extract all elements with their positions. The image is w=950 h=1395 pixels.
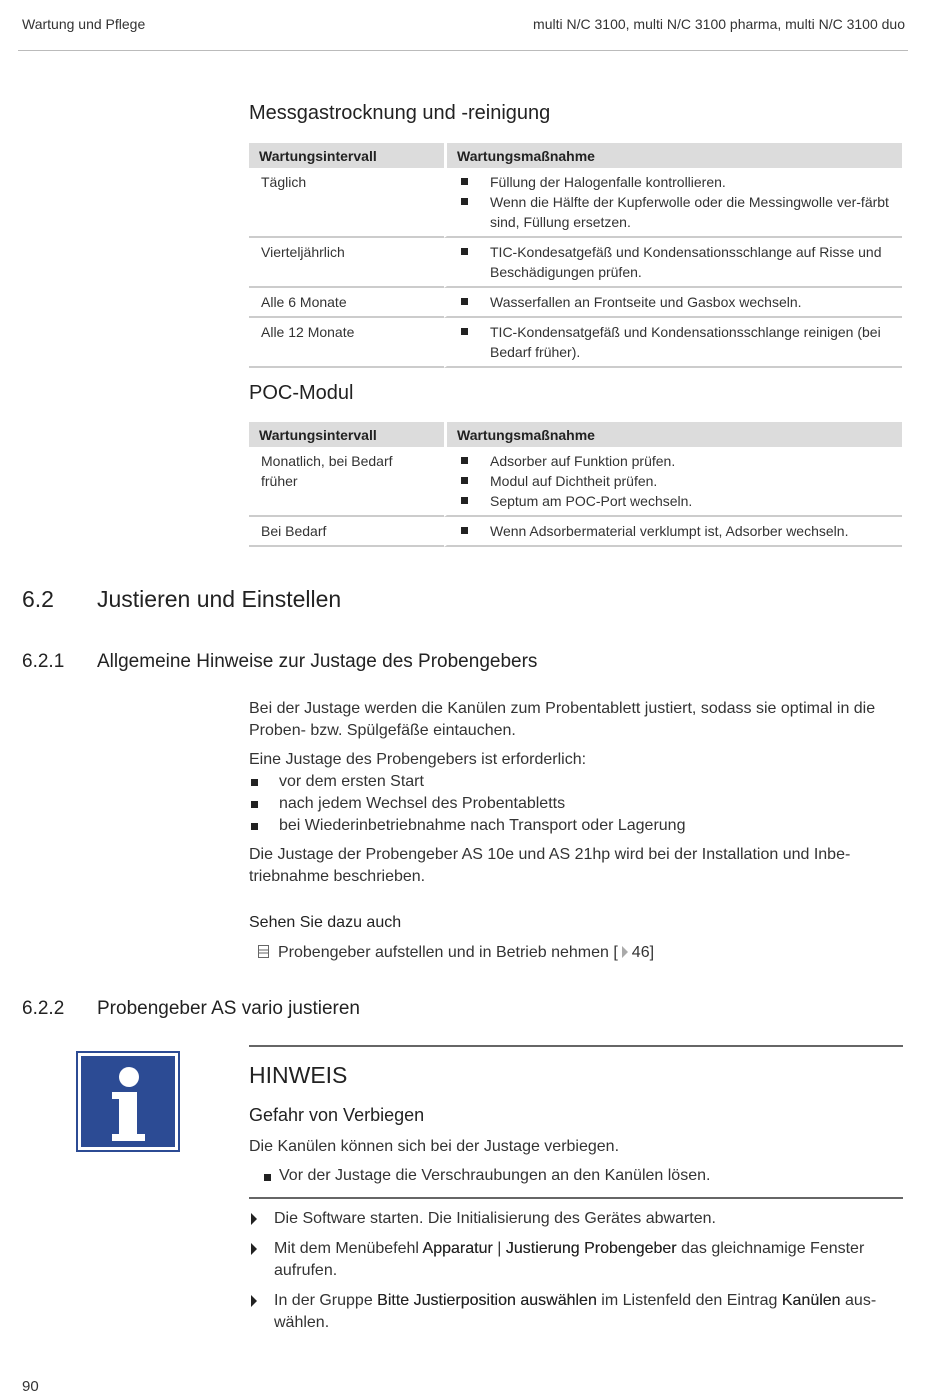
interval-cell: Alle 6 Monate <box>249 288 444 318</box>
page-reference-icon <box>622 946 628 958</box>
step-text: Mit dem Menübefehl <box>274 1240 423 1257</box>
running-header-left: Wartung und Pflege <box>22 16 146 32</box>
table-row <box>249 238 902 288</box>
notice-rule-top <box>249 1045 903 1047</box>
table-header-interval: Wartungsintervall <box>249 422 444 447</box>
info-icon <box>76 1051 180 1152</box>
heading-number: 6.2.1 <box>22 651 65 672</box>
notice-rule-bottom <box>249 1197 903 1199</box>
paragraph: Bei der Justage werden die Kanülen zum Probentablett justiert, sodass sie optimal in die Proben- bzw. Spülgefäße eintauchen. <box>249 700 876 739</box>
notice-text: Die Kanülen können sich bei der Justage verbiegen. <box>249 1138 620 1155</box>
action-cell <box>444 168 902 238</box>
action-cell <box>444 288 902 318</box>
info-i-glyph <box>81 1056 175 1147</box>
notice-bullet: Vor der Justage die Verschraubungen an den Kanülen lösen. <box>264 1167 710 1185</box>
list-item: Wenn Adsorbermaterial verklumpt ist, Adsorber wechseln. <box>461 521 890 541</box>
procedure-steps <box>249 1208 904 1342</box>
step-text: In der Gruppe <box>274 1292 378 1309</box>
menu-apparatur: Apparatur <box>422 1240 493 1257</box>
document-icon <box>258 945 269 958</box>
interval-cell: Alle 12 Monate <box>249 318 444 368</box>
group-justierposition: Bitte Justierposition auswählen <box>377 1292 597 1309</box>
heading-6-2-2 <box>22 998 360 1020</box>
list-item: Wasserfallen an Frontseite und Gasbox wechseln. <box>461 292 890 312</box>
list-item: bei Wiederinbetriebnahme nach Transport oder Lagerung <box>249 815 909 837</box>
action-cell <box>444 318 902 368</box>
list-item: Septum am POC-Port wechseln. <box>461 491 890 511</box>
action-cell <box>444 517 902 547</box>
step-text: | <box>492 1240 506 1257</box>
heading-number: 6.2.2 <box>22 998 65 1019</box>
notice-subheading: Gefahr von Verbiegen <box>249 1105 425 1125</box>
interval-cell: Vierteljährlich <box>249 238 444 288</box>
step-1: Die Software starten. Die Initialisierung des Gerätes abwarten. <box>249 1208 904 1230</box>
maintenance-table-poc <box>249 422 902 547</box>
entry-kanuelen: Kanülen <box>781 1292 841 1309</box>
header-rule <box>18 50 908 51</box>
step-text: aus-wählen. <box>274 1292 877 1331</box>
heading-text: Allgemeine Hinweise zur Justage des Probengebers <box>97 651 538 672</box>
list-item: nach jedem Wechsel des Probentabletts <box>249 793 909 815</box>
running-header-right: multi N/C 3100, multi N/C 3100 pharma, multi N/C 3100 duo <box>533 16 905 32</box>
table-row <box>249 447 902 517</box>
step-text: im Listenfeld den Eintrag <box>596 1292 782 1309</box>
link-page[interactable]: 46] <box>631 944 655 961</box>
list-item: TIC-Kondensatgefäß und Kondensationsschlange reinigen (bei Bedarf früher). <box>461 322 890 362</box>
list-item: Füllung der Halogenfalle kontrollieren. <box>461 172 890 192</box>
maintenance-table-messgas <box>249 143 902 368</box>
table-header-action: Wartungsmaßnahme <box>444 422 902 447</box>
see-also-link[interactable] <box>258 944 654 962</box>
heading-text: Justieren und Einstellen <box>97 586 342 612</box>
see-also-title: Sehen Sie dazu auch <box>249 914 402 931</box>
list-item: Wenn die Hälfte der Kupferwolle oder die Messingwolle ver-färbt sind, Füllung ersetzen. <box>461 192 890 232</box>
table-header-interval: Wartungsintervall <box>249 143 444 168</box>
heading-6-2 <box>22 586 341 613</box>
interval-cell: Monatlich, bei Bedarf früher <box>249 447 444 517</box>
page-number: 90 <box>22 1378 39 1395</box>
action-cell <box>444 447 902 517</box>
list-item: Adsorber auf Funktion prüfen. <box>461 451 890 471</box>
list-item: TIC-Kondesatgefäß und Kondensationsschlange auf Risse und Beschädigungen prüfen. <box>461 242 890 282</box>
step-3 <box>249 1290 904 1334</box>
paragraph: Die Justage der Probengeber AS 10e und AS 21hp wird bei der Installation und Inbe-triebnahme beschrieben. <box>249 846 851 885</box>
table-row <box>249 318 902 368</box>
menu-justierung-probengeber: Justierung Probengeber <box>505 1240 677 1257</box>
action-cell <box>444 238 902 288</box>
section-title-poc: POC-Modul <box>249 382 354 404</box>
body-text-6-2-1 <box>249 698 909 888</box>
heading-number: 6.2 <box>22 586 54 612</box>
table-row <box>249 517 902 547</box>
interval-cell: Täglich <box>249 168 444 238</box>
step-2 <box>249 1238 904 1282</box>
step-text: das gleichnamige Fenster aufrufen. <box>274 1240 865 1279</box>
table-header-action: Wartungsmaßnahme <box>444 143 902 168</box>
heading-text: Probengeber AS vario justieren <box>97 998 360 1019</box>
list-item: vor dem ersten Start <box>249 771 909 793</box>
table-row <box>249 168 902 238</box>
link-text[interactable]: Probengeber aufstellen und in Betrieb nehmen [ <box>278 944 618 961</box>
heading-6-2-1 <box>22 651 537 673</box>
table-row <box>249 288 902 318</box>
section-title-messgas: Messgastrocknung und -reinigung <box>249 102 551 124</box>
notice-heading: HINWEIS <box>249 1062 348 1088</box>
paragraph: Eine Justage des Probengebers ist erforderlich: <box>249 751 587 768</box>
requirement-list <box>249 771 909 837</box>
list-item: Modul auf Dichtheit prüfen. <box>461 471 890 491</box>
interval-cell: Bei Bedarf <box>249 517 444 547</box>
